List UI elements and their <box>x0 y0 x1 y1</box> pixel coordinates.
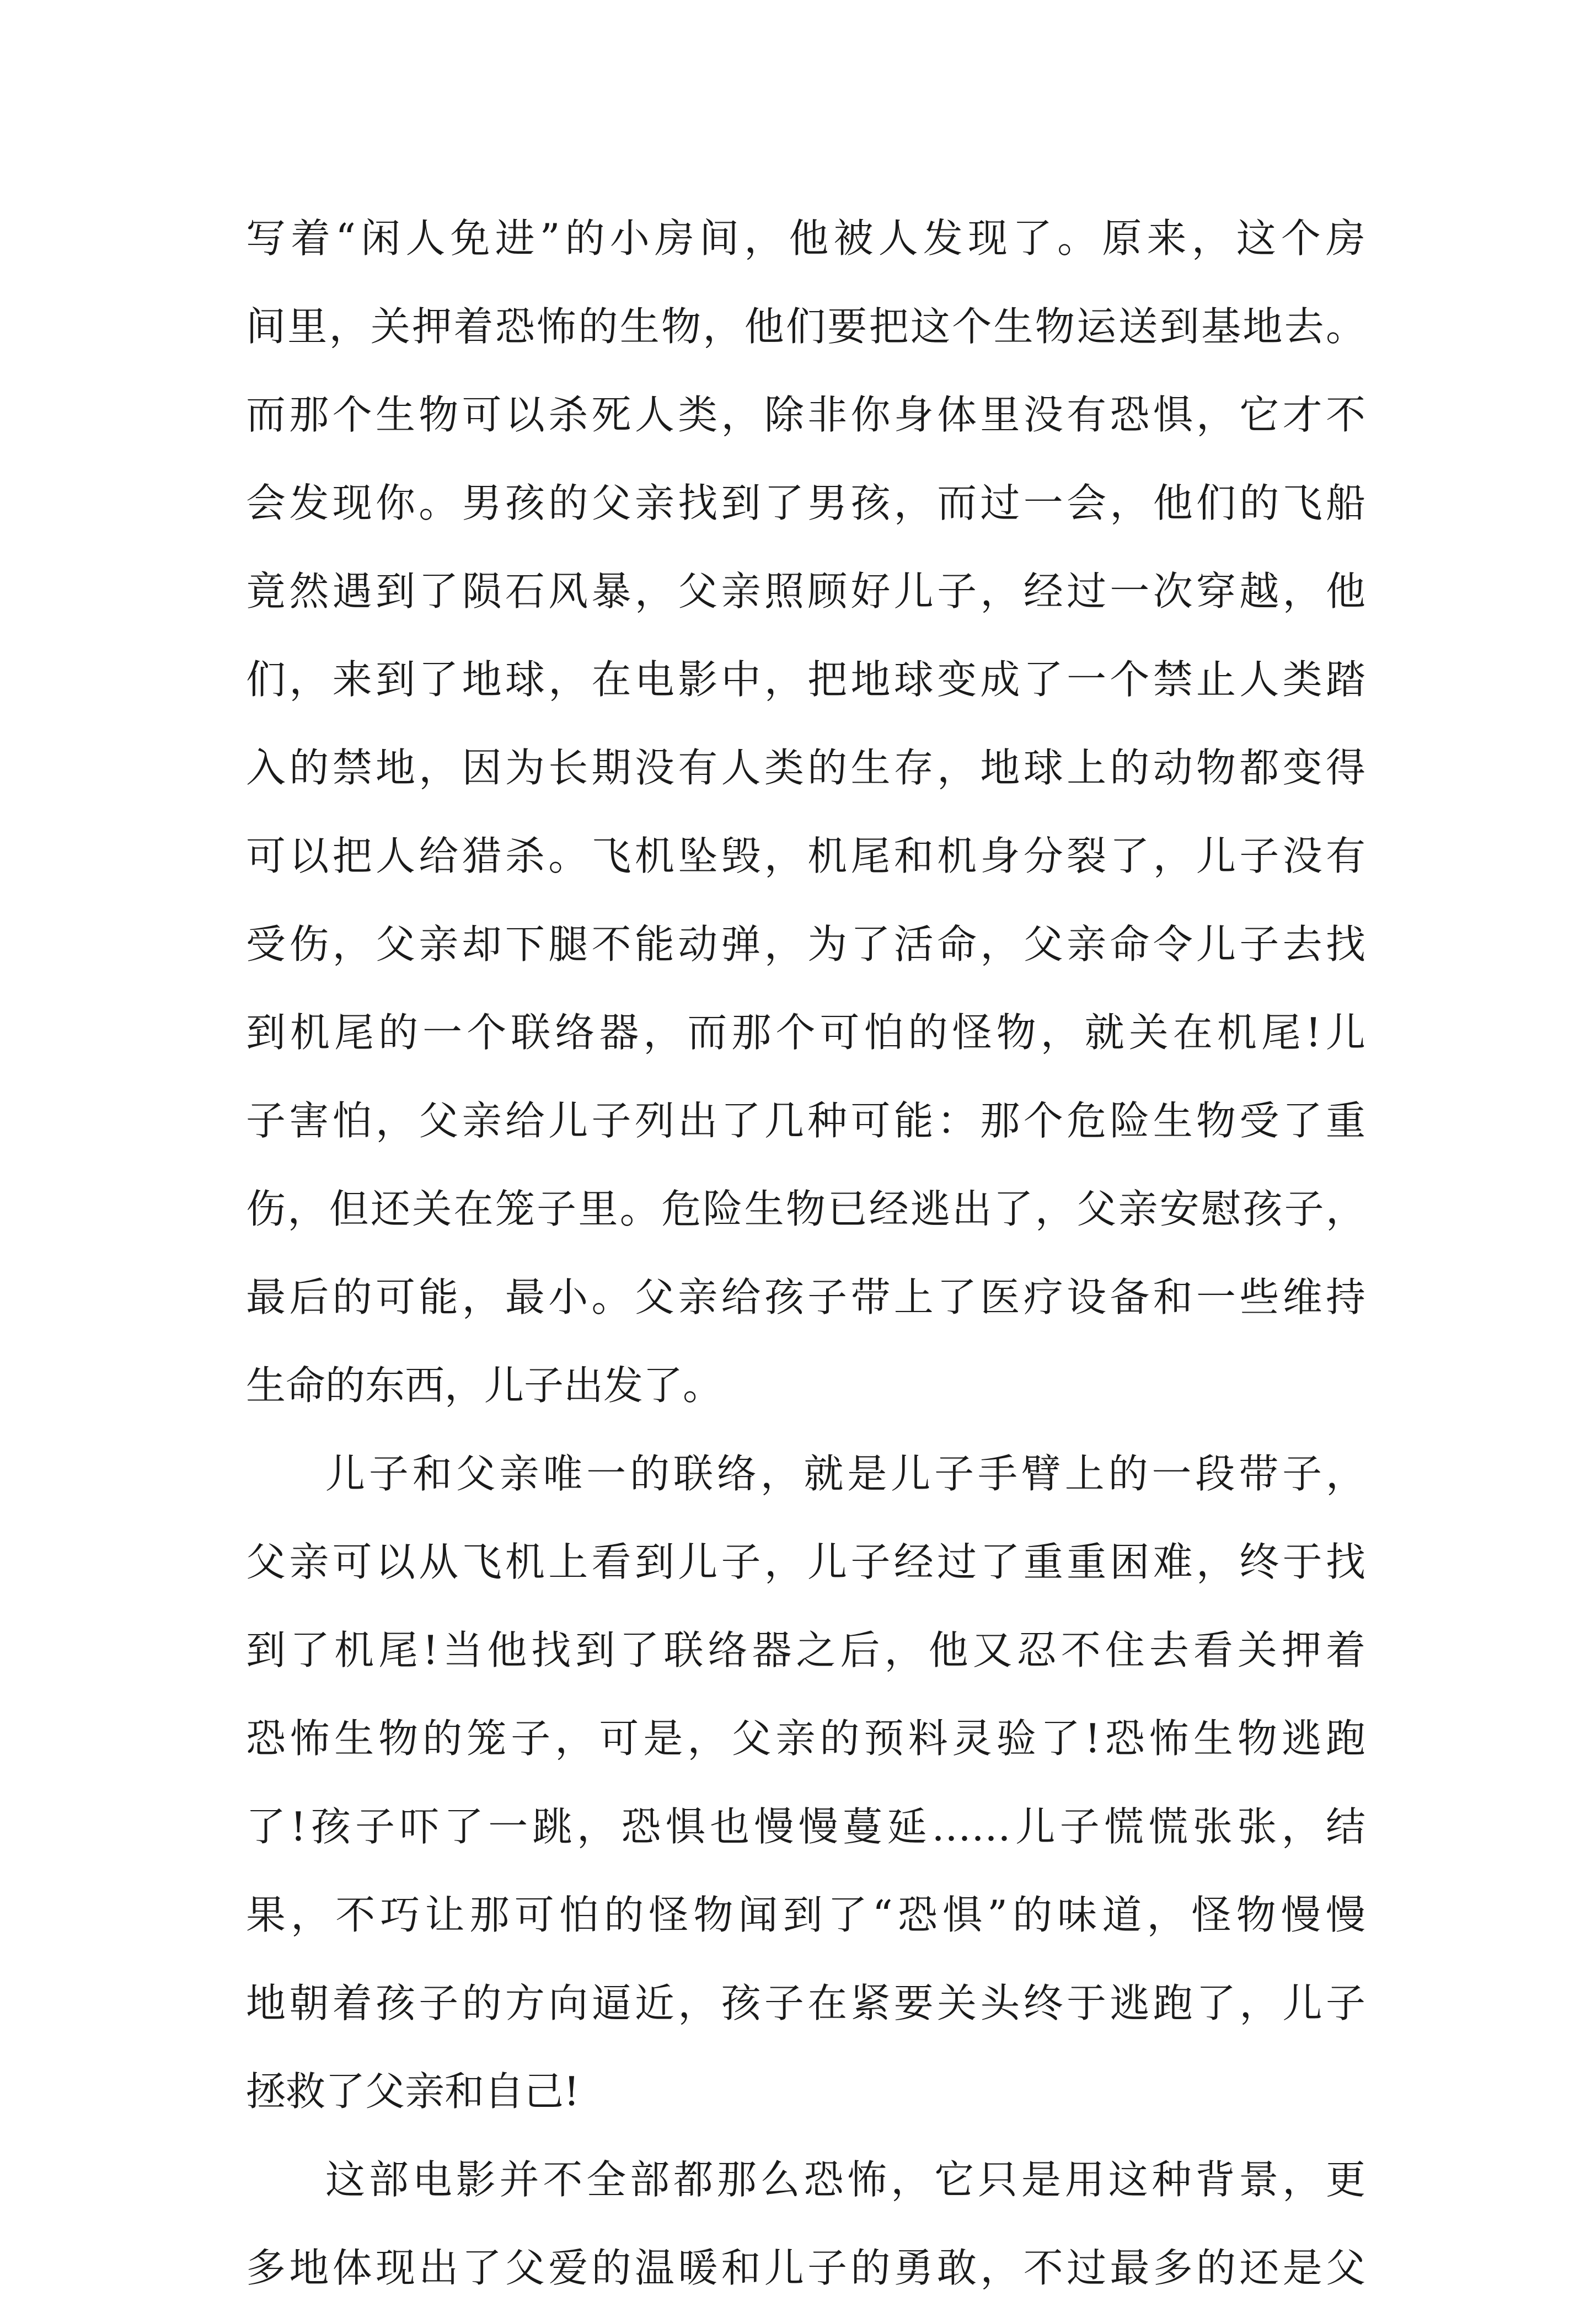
text-line: 子害怕，父亲给儿子列出了几种可能：那个危险生物受了重 <box>246 1098 1365 1144</box>
text-line: 生命的东西，儿子出发了。 <box>246 1362 723 1409</box>
text-line: 地朝着孩子的方向逼近，孩子在紧要关头终于逃跑了，儿子 <box>246 1980 1365 2026</box>
text-line: 了!孩子吓了一跳，恐惧也慢慢蔓延……儿子慌慌张张，结 <box>246 1803 1365 1850</box>
text-line: 们，来到了地球，在电影中，把地球变成了一个禁止人类踏 <box>246 656 1365 703</box>
text-line: 写着“闲人免进”的小房间，他被人发现了。原来，这个房 <box>246 215 1365 261</box>
text-line: 竟然遇到了陨石风暴，父亲照顾好儿子，经过一次穿越，他 <box>246 568 1365 614</box>
paragraph-3 <box>246 2136 1365 2312</box>
text-line: 伤，但还关在笼子里。危险生物已经逃出了，父亲安慰孩子， <box>246 1186 1365 1232</box>
text-line: 到机尾的一个联络器，而那个可怕的怪物，就关在机尾!儿 <box>246 1009 1365 1056</box>
text-line: 拯救了父亲和自己! <box>246 2068 580 2115</box>
text-line: 多地体现出了父爱的温暖和儿子的勇敢，不过最多的还是父 <box>246 2245 1365 2291</box>
text-line: 入的禁地，因为长期没有人类的生存，地球上的动物都变得 <box>246 745 1365 791</box>
text-line: 这部电影并不全部都那么恐怖，它只是用这种背景，更 <box>325 2156 1365 2203</box>
text-line: 可以把人给猎杀。飞机坠毁，机尾和机身分裂了，儿子没有 <box>246 833 1365 879</box>
paragraph-1 <box>246 194 1365 1430</box>
text-line: 受伤，父亲却下腿不能动弹，为了活命，父亲命令儿子去找 <box>246 921 1365 967</box>
text-line: 会发现你。男孩的父亲找到了男孩，而过一会，他们的飞船 <box>246 480 1365 526</box>
text-line: 而那个生物可以杀死人类，除非你身体里没有恐惧，它才不 <box>246 392 1365 438</box>
text-line: 恐怖生物的笼子，可是，父亲的预料灵验了!恐怖生物逃跑 <box>246 1715 1365 1762</box>
text-line: 父亲可以从飞机上看到儿子，儿子经过了重重困难，终于找 <box>246 1539 1365 1585</box>
text-line: 间里，关押着恐怖的生物，他们要把这个生物运送到基地去。 <box>246 303 1365 350</box>
text-line: 最后的可能，最小。父亲给孩子带上了医疗设备和一些维持 <box>246 1274 1365 1320</box>
text-line: 儿子和父亲唯一的联络，就是儿子手臂上的一段带子， <box>325 1451 1365 1497</box>
text-line: 果，不巧让那可怕的怪物闻到了“恐惧”的味道，怪物慢慢 <box>246 1892 1365 1938</box>
body-text <box>246 194 1365 2312</box>
text-line: 到了机尾!当他找到了联络器之后，他又忍不住去看关押着 <box>246 1627 1365 1673</box>
paragraph-2 <box>246 1430 1365 2136</box>
